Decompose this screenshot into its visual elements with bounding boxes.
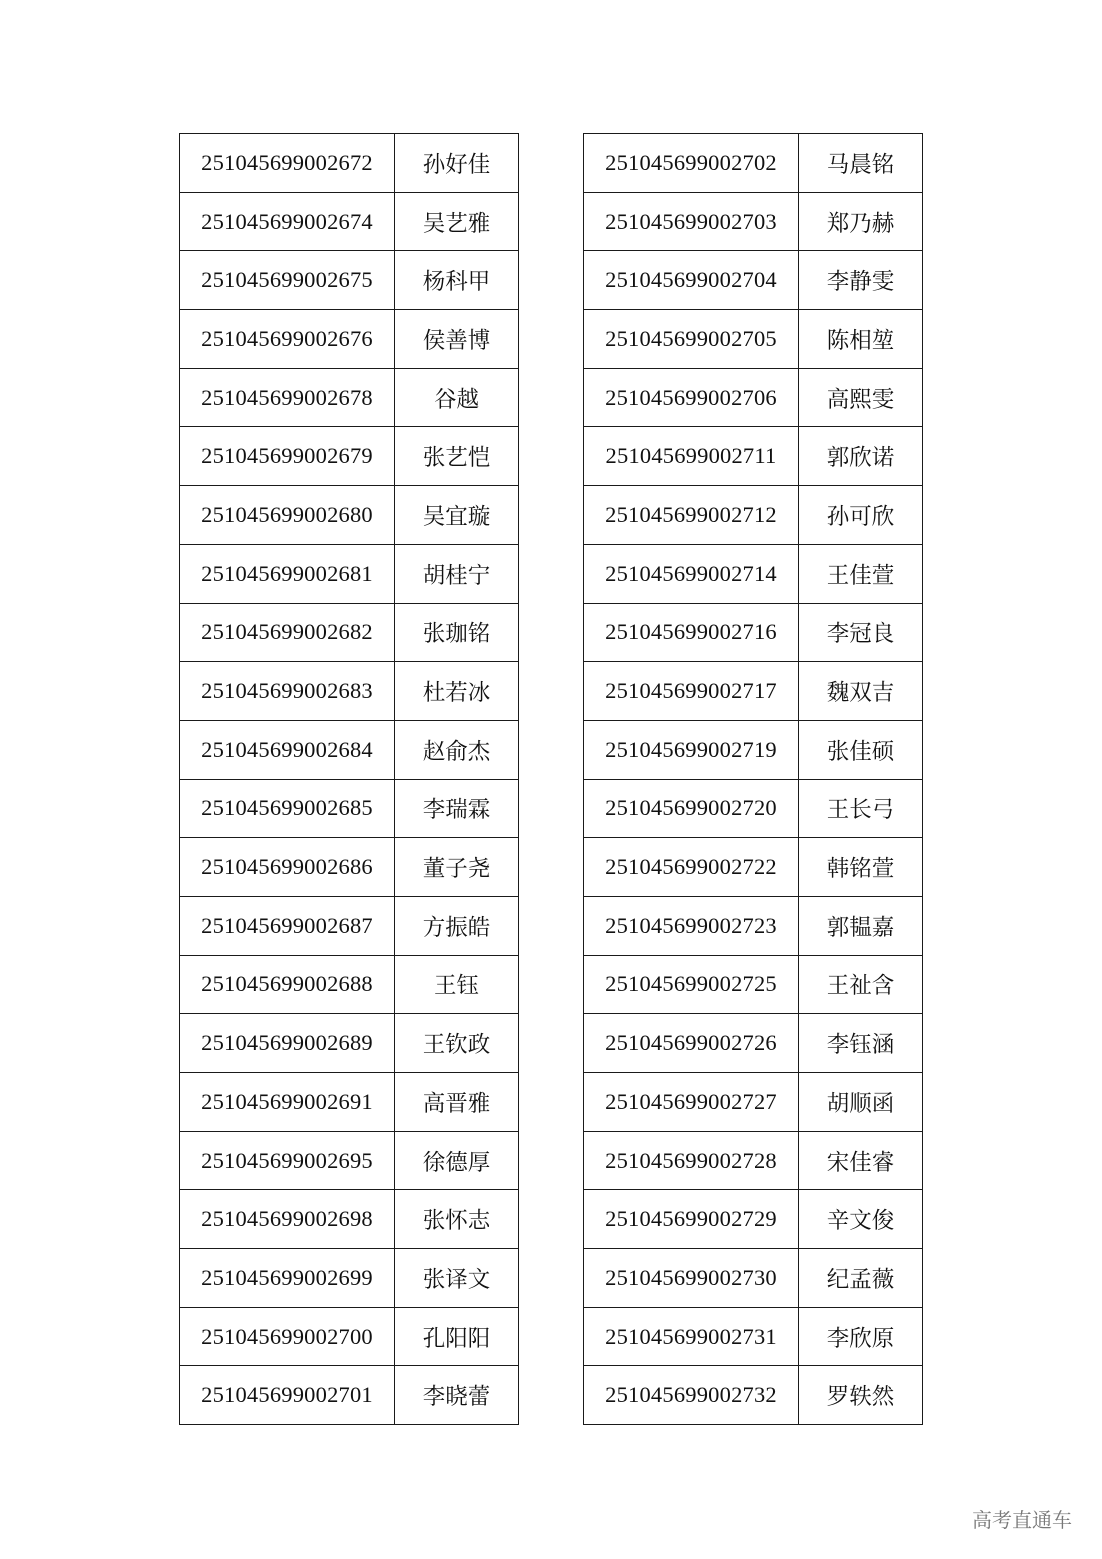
student-id-cell: 251045699002686 — [180, 838, 395, 897]
student-name-cell: 韩铭萱 — [799, 838, 923, 897]
student-id-cell: 251045699002700 — [180, 1307, 395, 1366]
student-name-cell: 徐德厚 — [395, 1131, 519, 1190]
student-id-cell: 251045699002731 — [584, 1307, 799, 1366]
student-name-cell: 孙可欣 — [799, 486, 923, 545]
student-name-cell: 张怀志 — [395, 1190, 519, 1249]
table-row — [584, 1131, 923, 1190]
student-id-cell: 251045699002688 — [180, 955, 395, 1014]
student-name-cell: 王钦政 — [395, 1014, 519, 1073]
table-row — [584, 896, 923, 955]
student-id-cell: 251045699002730 — [584, 1249, 799, 1308]
student-id-cell: 251045699002678 — [180, 368, 395, 427]
student-id-cell: 251045699002723 — [584, 896, 799, 955]
student-id-cell: 251045699002717 — [584, 662, 799, 721]
student-name-cell: 郭欣诺 — [799, 427, 923, 486]
student-name-cell: 马晨铭 — [799, 134, 923, 193]
student-name-cell: 吴宜璇 — [395, 486, 519, 545]
student-name-cell: 张艺恺 — [395, 427, 519, 486]
student-name-cell: 胡顺函 — [799, 1073, 923, 1132]
student-id-cell: 251045699002714 — [584, 544, 799, 603]
table-row — [180, 1307, 519, 1366]
student-id-cell: 251045699002726 — [584, 1014, 799, 1073]
student-id-cell: 251045699002722 — [584, 838, 799, 897]
student-id-cell: 251045699002732 — [584, 1366, 799, 1425]
student-id-cell: 251045699002704 — [584, 251, 799, 310]
student-name-cell: 陈相堃 — [799, 310, 923, 369]
table-row — [584, 1190, 923, 1249]
table-row — [584, 544, 923, 603]
student-name-cell: 王祉含 — [799, 955, 923, 1014]
student-id-cell: 251045699002675 — [180, 251, 395, 310]
table-row — [180, 486, 519, 545]
student-id-cell: 251045699002683 — [180, 662, 395, 721]
student-name-cell: 纪孟薇 — [799, 1249, 923, 1308]
table-row — [180, 955, 519, 1014]
student-name-cell: 吴艺雅 — [395, 192, 519, 251]
student-name-cell: 胡桂宁 — [395, 544, 519, 603]
student-id-cell: 251045699002698 — [180, 1190, 395, 1249]
roster-table-right-body — [584, 134, 923, 1425]
table-row — [180, 251, 519, 310]
table-row — [180, 779, 519, 838]
student-name-cell: 孔阳阳 — [395, 1307, 519, 1366]
student-name-cell: 张珈铭 — [395, 603, 519, 662]
table-row — [584, 1249, 923, 1308]
table-row — [584, 955, 923, 1014]
table-row — [584, 603, 923, 662]
student-id-cell: 251045699002695 — [180, 1131, 395, 1190]
student-id-cell: 251045699002676 — [180, 310, 395, 369]
roster-table-right — [583, 133, 923, 1425]
table-row — [584, 486, 923, 545]
student-name-cell: 赵俞杰 — [395, 720, 519, 779]
student-id-cell: 251045699002674 — [180, 192, 395, 251]
student-name-cell: 李钰涵 — [799, 1014, 923, 1073]
table-row — [584, 1366, 923, 1425]
table-row — [584, 1073, 923, 1132]
table-row — [584, 427, 923, 486]
student-id-cell: 251045699002689 — [180, 1014, 395, 1073]
table-row — [584, 192, 923, 251]
table-row — [180, 838, 519, 897]
table-row — [180, 1073, 519, 1132]
table-row — [584, 368, 923, 427]
student-id-cell: 251045699002699 — [180, 1249, 395, 1308]
student-name-cell: 高熙雯 — [799, 368, 923, 427]
student-name-cell: 李瑞霖 — [395, 779, 519, 838]
student-name-cell: 魏双吉 — [799, 662, 923, 721]
table-row — [584, 1307, 923, 1366]
student-id-cell: 251045699002720 — [584, 779, 799, 838]
student-name-cell: 孙好佳 — [395, 134, 519, 193]
student-id-cell: 251045699002711 — [584, 427, 799, 486]
student-id-cell: 251045699002685 — [180, 779, 395, 838]
table-row — [180, 720, 519, 779]
table-row — [180, 662, 519, 721]
table-row — [180, 427, 519, 486]
student-id-cell: 251045699002703 — [584, 192, 799, 251]
student-id-cell: 251045699002691 — [180, 1073, 395, 1132]
student-id-cell: 251045699002702 — [584, 134, 799, 193]
student-id-cell: 251045699002672 — [180, 134, 395, 193]
student-id-cell: 251045699002719 — [584, 720, 799, 779]
student-name-cell: 董子尧 — [395, 838, 519, 897]
table-row — [180, 896, 519, 955]
student-name-cell: 李欣原 — [799, 1307, 923, 1366]
table-row — [584, 720, 923, 779]
student-name-cell: 张译文 — [395, 1249, 519, 1308]
student-name-cell: 宋佳睿 — [799, 1131, 923, 1190]
table-row — [180, 192, 519, 251]
student-name-cell: 李冠良 — [799, 603, 923, 662]
table-row — [584, 662, 923, 721]
student-id-cell: 251045699002701 — [180, 1366, 395, 1425]
student-id-cell: 251045699002729 — [584, 1190, 799, 1249]
student-id-cell: 251045699002706 — [584, 368, 799, 427]
table-row — [180, 310, 519, 369]
table-row — [180, 1131, 519, 1190]
table-row — [180, 1014, 519, 1073]
student-name-cell: 郭韫嘉 — [799, 896, 923, 955]
table-row — [180, 1249, 519, 1308]
student-name-cell: 李晓蕾 — [395, 1366, 519, 1425]
student-id-cell: 251045699002684 — [180, 720, 395, 779]
table-row — [584, 838, 923, 897]
student-name-cell: 杜若冰 — [395, 662, 519, 721]
student-id-cell: 251045699002728 — [584, 1131, 799, 1190]
student-name-cell: 郑乃赫 — [799, 192, 923, 251]
student-name-cell: 王佳萱 — [799, 544, 923, 603]
table-row — [584, 251, 923, 310]
student-name-cell: 方振皓 — [395, 896, 519, 955]
student-name-cell: 张佳硕 — [799, 720, 923, 779]
student-name-cell: 王钰 — [395, 955, 519, 1014]
watermark-text: 高考直通车 — [972, 1508, 1072, 1532]
student-id-cell: 251045699002727 — [584, 1073, 799, 1132]
student-name-cell: 辛文俊 — [799, 1190, 923, 1249]
table-row — [180, 1366, 519, 1425]
student-id-cell: 251045699002712 — [584, 486, 799, 545]
table-row — [584, 310, 923, 369]
student-id-cell: 251045699002725 — [584, 955, 799, 1014]
table-row — [180, 1190, 519, 1249]
table-row — [180, 603, 519, 662]
table-row — [584, 134, 923, 193]
student-name-cell: 杨科甲 — [395, 251, 519, 310]
table-row — [584, 779, 923, 838]
student-name-cell: 王长弓 — [799, 779, 923, 838]
student-name-cell: 侯善博 — [395, 310, 519, 369]
student-id-cell: 251045699002681 — [180, 544, 395, 603]
table-row — [584, 1014, 923, 1073]
student-id-cell: 251045699002705 — [584, 310, 799, 369]
student-id-cell: 251045699002679 — [180, 427, 395, 486]
roster-table-left — [179, 133, 519, 1425]
student-name-cell: 李静雯 — [799, 251, 923, 310]
student-id-cell: 251045699002682 — [180, 603, 395, 662]
roster-table-left-body — [180, 134, 519, 1425]
student-id-cell: 251045699002716 — [584, 603, 799, 662]
student-id-cell: 251045699002680 — [180, 486, 395, 545]
student-id-cell: 251045699002687 — [180, 896, 395, 955]
student-name-cell: 谷越 — [395, 368, 519, 427]
student-name-cell: 高晋雅 — [395, 1073, 519, 1132]
table-row — [180, 134, 519, 193]
table-row — [180, 544, 519, 603]
table-row — [180, 368, 519, 427]
student-name-cell: 罗轶然 — [799, 1366, 923, 1425]
